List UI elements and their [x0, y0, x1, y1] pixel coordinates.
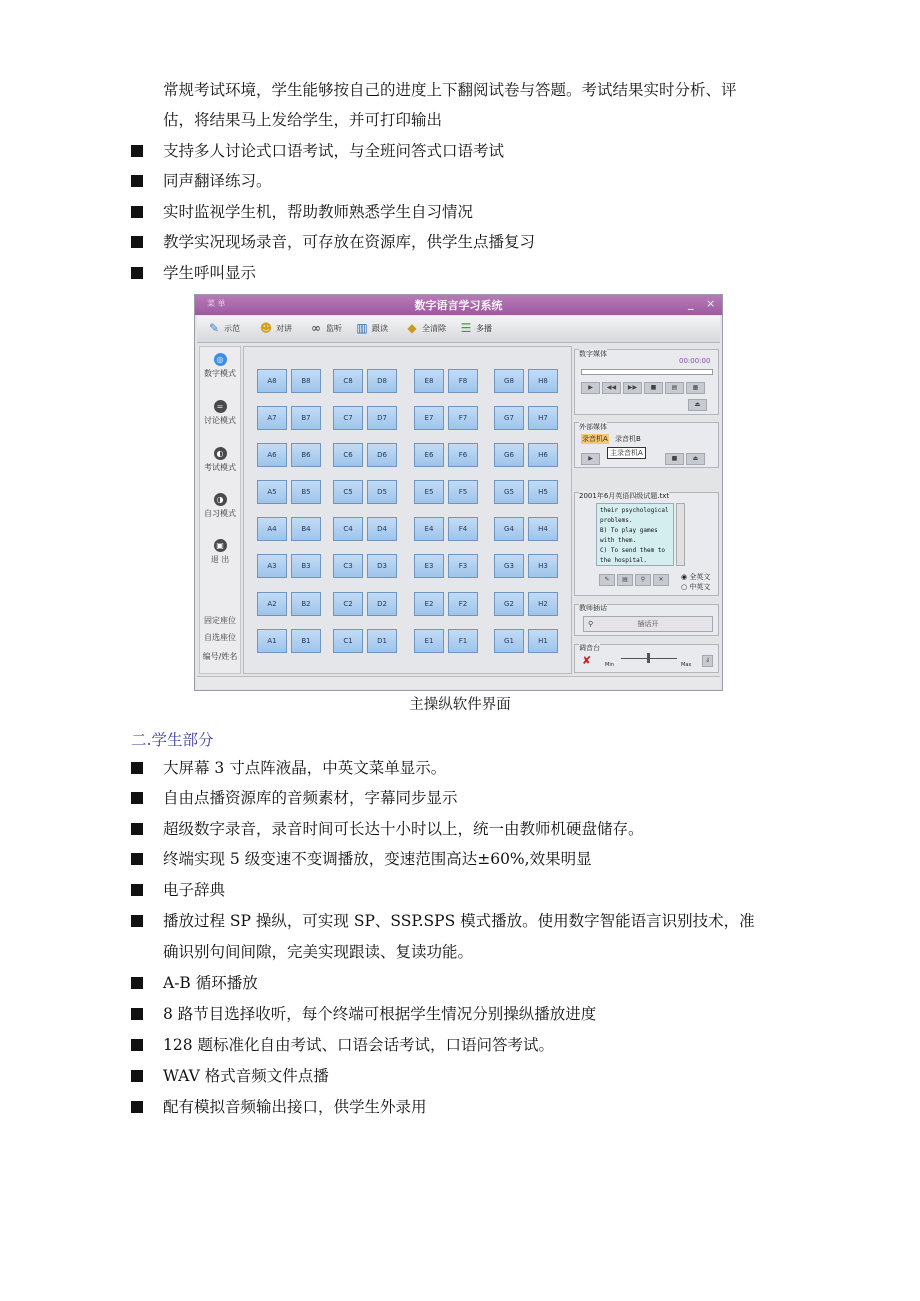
seat-button: G6 — [494, 443, 524, 467]
seat-button: E2 — [414, 592, 444, 616]
seat-button: A6 — [257, 443, 287, 467]
bullet-text: 电子辞典 — [163, 881, 226, 899]
recorder-a-tab: 录音机A — [582, 435, 608, 443]
exam-mode-icon: ◐ — [214, 447, 227, 460]
seat-button: B3 — [291, 554, 321, 578]
bullet-text: 8 路节目选择收听，每个终端可根据学生情况分别操纵播放进度 — [163, 1005, 597, 1023]
seat-button: A3 — [257, 554, 287, 578]
external-media-title: 外部媒体 — [579, 423, 607, 431]
digital-media-title: 数字媒体 — [579, 350, 607, 358]
digital-media-panel — [574, 349, 719, 415]
seat-button: E1 — [414, 629, 444, 653]
bullet-marker — [131, 977, 143, 989]
scrollbar — [676, 503, 685, 566]
recorder-b-tab: 录音机B — [615, 435, 641, 443]
bullet-marker — [131, 1039, 143, 1051]
bullet-text: 教学实况现场录音，可存放在资源库，供学生点播复习 — [163, 233, 536, 251]
bullet-text: A-B 循环播放 — [163, 974, 258, 992]
external-media-panel — [574, 422, 719, 468]
toolbar — [197, 316, 720, 343]
bullet-marker — [131, 145, 143, 157]
seat-button: B2 — [291, 592, 321, 616]
bullet-text: 支持多人讨论式口语考试，与全班问答式口语考试 — [163, 142, 505, 160]
seat-button: E8 — [414, 369, 444, 393]
seat-button: A4 — [257, 517, 287, 541]
bullet-marker — [131, 236, 143, 248]
seat-button: G4 — [494, 517, 524, 541]
recorder-tooltip: 主录音机A — [607, 447, 646, 459]
bullet-text: 学生呼叫显示 — [163, 264, 257, 282]
mic-icon: ⚲ — [588, 620, 594, 628]
seat-button: B5 — [291, 480, 321, 504]
delete-icon: ✕ — [653, 574, 669, 586]
teacher-insert-title: 教师插话 — [579, 604, 607, 612]
fixed-seat-label: 固定座位 — [204, 616, 236, 625]
seat-button: B1 — [291, 629, 321, 653]
eject-icon: ⏏ — [688, 399, 707, 411]
bullet-marker — [131, 1008, 143, 1020]
insert-speech-button: ⚲ 插话开 — [583, 616, 713, 632]
minimize-icon: _ — [688, 297, 694, 310]
seat-button: A7 — [257, 406, 287, 430]
seat-button: D2 — [367, 592, 397, 616]
file-icon: ▦ — [686, 382, 705, 394]
seat-button: D4 — [367, 517, 397, 541]
seat-button: D8 — [367, 369, 397, 393]
bullet-text: 超级数字录音，录音时间可长达十小时以上，统一由教师机硬盘储存。 — [163, 820, 644, 838]
mixer-max-label: Max — [681, 662, 692, 668]
progress-track — [581, 369, 713, 375]
mixer-title: 调音台 — [579, 644, 600, 652]
search-icon: ⚲ — [635, 574, 651, 586]
bullet-marker — [131, 853, 143, 865]
media-time: 00:00:00 — [679, 357, 711, 365]
paragraph-line: 常规考试环境，学生能够按自己的进度上下翻阅试卷与答题。考试结果实时分析、评 — [163, 81, 737, 99]
seat-button: G1 — [494, 629, 524, 653]
seat-button: E3 — [414, 554, 444, 578]
seat-button: D5 — [367, 480, 397, 504]
mixer-min-label: Min — [605, 662, 614, 668]
figure-caption: 主操纵软件界面 — [409, 697, 511, 713]
radio-all-english: ◉ 全英文 — [681, 573, 711, 581]
seat-button: C4 — [333, 517, 363, 541]
seat-button: H3 — [528, 554, 558, 578]
bullet-marker — [131, 1101, 143, 1113]
seat-button: F8 — [448, 369, 478, 393]
stop-icon: ■ — [644, 382, 663, 394]
seat-button: C8 — [333, 369, 363, 393]
seat-button: H2 — [528, 592, 558, 616]
bullet-marker — [131, 823, 143, 835]
seat-button: A2 — [257, 592, 287, 616]
bullet-text: 实时监视学生机，帮助教师熟悉学生自习情况 — [163, 203, 474, 221]
bullet-marker — [131, 915, 143, 927]
binoculars-icon: ∞ — [311, 321, 321, 335]
seat-button: E4 — [414, 517, 444, 541]
mode-panel — [199, 346, 241, 674]
seat-button: G7 — [494, 406, 524, 430]
seat-button: D3 — [367, 554, 397, 578]
seat-button: C2 — [333, 592, 363, 616]
play-icon: ▶ — [581, 453, 600, 465]
teacher-insert-panel — [574, 604, 719, 636]
bullet-marker — [131, 792, 143, 804]
mixer-settings-icon: ⇓ — [702, 655, 713, 667]
section-heading: 二.学生部分 — [131, 731, 214, 749]
seat-button: C6 — [333, 443, 363, 467]
seat-button: F2 — [448, 592, 478, 616]
bullet-text: 128 题标准化自由考试、口语会话考试，口语问答考试。 — [163, 1036, 555, 1054]
seat-button: H5 — [528, 480, 558, 504]
seat-button: C7 — [333, 406, 363, 430]
seat-button: E6 — [414, 443, 444, 467]
seat-button: B7 — [291, 406, 321, 430]
tool-monitor: ∞ 监听 — [311, 321, 342, 335]
exit-icon: ▣ — [214, 539, 227, 552]
seat-button: A8 — [257, 369, 287, 393]
forward-icon: ▶▶ — [623, 382, 642, 394]
seat-button: F1 — [448, 629, 478, 653]
self-study-mode-icon: ◑ — [214, 493, 227, 506]
digital-mode-icon: ◎ — [214, 353, 227, 366]
seat-button: A5 — [257, 480, 287, 504]
mixer-panel — [574, 644, 719, 673]
seat-button: B6 — [291, 443, 321, 467]
id-name-label: 编号/姓名 — [202, 652, 238, 661]
bullet-marker — [131, 1070, 143, 1082]
rewind-icon: ◀◀ — [602, 382, 621, 394]
seat-button: H1 — [528, 629, 558, 653]
seat-button: E7 — [414, 406, 444, 430]
app-title: 数字语言学习系统 — [414, 299, 503, 312]
file-title: 2001年6月英语四级试题.txt — [579, 492, 670, 500]
paragraph-line: 估，将结果马上发给学生，并可打印输出 — [163, 111, 443, 129]
seat-button: C3 — [333, 554, 363, 578]
seat-button: A1 — [257, 629, 287, 653]
seat-button: G5 — [494, 480, 524, 504]
volume-slider-thumb — [647, 653, 650, 663]
stop-icon: ■ — [665, 453, 684, 465]
custom-seat-label: 自选座位 — [204, 633, 236, 642]
seat-button: D1 — [367, 629, 397, 653]
file-text-view: their psychological problems. B) To play games with them. C) To send them to the hospital. — [596, 503, 674, 566]
app-window-screenshot — [194, 294, 723, 691]
seat-button: G8 — [494, 369, 524, 393]
title-bar — [195, 295, 722, 315]
list-icon: ☰ — [460, 321, 472, 335]
seat-button: B8 — [291, 369, 321, 393]
seat-button: C1 — [333, 629, 363, 653]
seat-button: B4 — [291, 517, 321, 541]
tool-multicast: ☰ 多播 — [460, 321, 492, 335]
bullet-text: 终端实现 5 级变速不变调播放，变速范围高达±60%,效果明显 — [163, 850, 592, 868]
seat-button: H6 — [528, 443, 558, 467]
mute-icon: ✘ — [582, 654, 592, 667]
seat-button: G3 — [494, 554, 524, 578]
tool-talk: ☻ 对讲 — [259, 321, 292, 335]
seat-button: H7 — [528, 406, 558, 430]
seat-button: F5 — [448, 480, 478, 504]
discussion-mode-icon: = — [214, 400, 227, 413]
tool-clear-all: ◆ 全清除 — [405, 321, 446, 335]
pen-icon: ✎ — [208, 321, 220, 335]
play-icon: ▶ — [581, 382, 600, 394]
bullet-text: WAV 格式音频文件点播 — [163, 1067, 329, 1085]
seat-button: D7 — [367, 406, 397, 430]
open-icon: ▤ — [665, 382, 684, 394]
tool-demo: ✎ 示范 — [208, 321, 240, 335]
file-panel — [574, 492, 719, 596]
mode-exit: ▣ 退 出 — [210, 541, 230, 564]
seat-button: H4 — [528, 517, 558, 541]
book-icon: ▥ — [356, 321, 368, 335]
eraser-icon: ◆ — [407, 321, 417, 335]
close-icon: × — [706, 297, 716, 310]
seat-button: F7 — [448, 406, 478, 430]
seat-button: C5 — [333, 480, 363, 504]
bullet-marker — [131, 884, 143, 896]
mode-discussion: = 讨论模式 — [204, 402, 236, 425]
seat-button: E5 — [414, 480, 444, 504]
seat-button: H8 — [528, 369, 558, 393]
mode-exam: ◐ 考试模式 — [204, 449, 236, 472]
status-bar — [197, 676, 720, 689]
bullet-marker — [131, 175, 143, 187]
radio-cn-en: ○ 中英文 — [681, 583, 711, 591]
bullet-marker — [131, 762, 143, 774]
tool-follow: ▥ 跟读 — [356, 321, 388, 335]
bullet-text: 同声翻译练习。 — [163, 172, 272, 190]
mode-self-study: ◑ 自习模式 — [204, 495, 236, 518]
bullet-marker — [131, 267, 143, 279]
page-icon: ▤ — [617, 574, 633, 586]
bullet-marker — [131, 206, 143, 218]
person-icon: ☻ — [259, 321, 273, 335]
bullet-text-continuation: 确识别句间间隙，完美实现跟读、复读功能。 — [163, 943, 474, 961]
seat-grid — [243, 346, 572, 674]
mode-digital: ◎ 数字模式 — [204, 355, 236, 378]
bullet-text: 自由点播资源库的音频素材，字幕同步显示 — [163, 789, 458, 807]
menu-label: 菜 单 — [207, 299, 226, 308]
bullet-text: 大屏幕 3 寸点阵液晶，中英文菜单显示。 — [163, 759, 447, 777]
bullet-text: 播放过程 SP 操纵，可实现 SP、SSP.SPS 模式播放。使用数字智能语言识别技术，准 — [163, 912, 755, 930]
seat-button: F6 — [448, 443, 478, 467]
eject-icon: ⏏ — [686, 453, 705, 465]
seat-button: F4 — [448, 517, 478, 541]
seat-button: G2 — [494, 592, 524, 616]
bullet-text: 配有模拟音频输出接口，供学生外录用 — [163, 1098, 427, 1116]
seat-button: D6 — [367, 443, 397, 467]
seat-button: F3 — [448, 554, 478, 578]
edit-icon: ✎ — [599, 574, 615, 586]
